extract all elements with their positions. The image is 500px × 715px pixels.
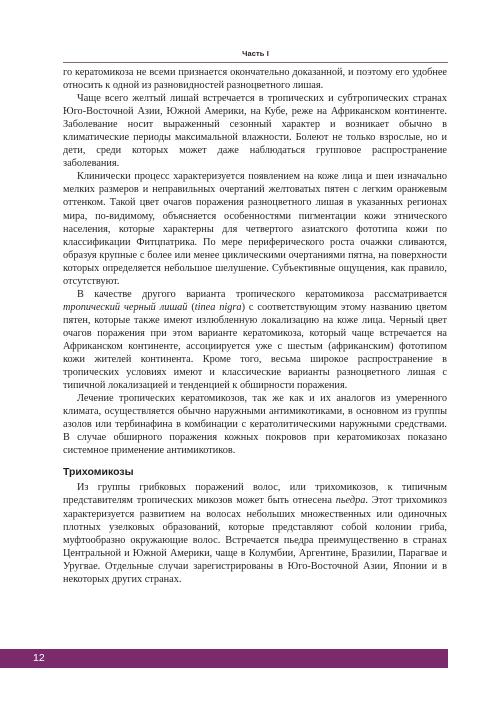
running-header: Часть I — [242, 49, 269, 58]
paragraph: Чаще всего желтый лишай встречается в тропических и субтропических странах Юго-Восточной Азии, Южной Америки, на Кубе, реже на Африканском континенте. Заболевание носит выраженный сезонный характер и возникает обычно в климатические периоды максимальной влажности. Болеют не только взрослые, но и дети, среди которых может даже наблюдаться групповое распространение заболевания. — [63, 93, 447, 170]
term-italic: пьедра — [335, 495, 366, 507]
paragraph-piedra — [63, 481, 447, 585]
term-italic: тропический черный лишай — [63, 301, 188, 313]
section-heading: Трихомикозы — [63, 466, 134, 479]
page-number: 12 — [33, 652, 45, 664]
text-run: с соответствующим этому названию цветом пятен, которые также имеют излюбленную локализацию на коже лица. Черный цвет очагов поражения при этом варианте кератомикоза, который чаще встречается на Африканском континенте, ассоциируется уже с шестым (африканским) фототипом кожи жителей континента. Кроме того, весьма широкое распространение в тропических условиях имеют и классические варианты разноцветного лишая с типичной локализацией и тенденцией к обширности поражения. — [63, 301, 447, 392]
text-run: . Этот трихомикоз характеризуется развитием на волосах небольших множественных или одиночных плотных узелковых образований, которые представляют собой колонии гриба, муфтообразно окружающие волос. Встречается пьедра преимущественно в странах Центральной и Южной Америки, чаще в Колумбии, Аргентине, Бразилии, Парагвае и Уругвае. Отдельные случаи зарегистрированы в Юго-Восточной Азии, Японии и в некоторых других странах. — [63, 495, 447, 585]
header-rule — [63, 62, 448, 63]
paragraph-black-lichen: В качестве другого варианта тропического кератомикоза рассматривается тропический черный лишай (tinea nigra) с соответствующим этому названию цветом пятен, которые также имеют излюбленную локализацию на коже лица. Черный цвет очагов поражения при этом варианте кератомикоза, который чаще встречается на Африканском континенте, ассоциируется уже с шестым (африканским) фототипом кожи жителей континента. Кроме того, весьма широкое распространение в тропических условиях имеют и классические варианты разноцветного лишая с типичной локализацией и тенденцией к обширности поражения. — [63, 288, 447, 392]
footer-bar — [0, 649, 448, 668]
paragraph: Лечение тропических кератомикозов, так же как и их аналогов из умеренного климата, осуществляется обычно наружными антимикотиками, в основном из группы азолов или тербинафина в комбинации с кератолитическими наружными средствами. В случае обширного поражения кожных покровов при кератомикозах показано системное применение антимикотиков. — [63, 393, 447, 457]
body-text — [63, 66, 447, 586]
term-latin: tinea nigra — [194, 301, 242, 313]
paragraph: Клинически процесс характеризуется появлением на коже лица и шеи изначально мелких размеров и неправильных очертаний желтоватых пятен с легким оранжевым оттенком. Такой цвет очагов поражения разноцветного лишая в указанных регионах мира, по-видимому, объясняется особенностями пигментации кожи этнического населения, которые характерны для четвертого азиатского фототипа кожи по классификации Фитцпатрика. По мере периферического роста очажки сливаются, образуя крупные с более или менее циклическими очертаниями пятна, на поверхности которых определяется небольшое шелушение. Субъективные ощущения, как правило, отсутствуют. — [63, 171, 447, 287]
text-run: В качестве другого варианта тропического кератомикоза рассматривается — [77, 288, 447, 300]
text-run: Из группы грибковых поражений волос, или трихомикозов, к типичным представителям тропических микозов может быть отнесена — [63, 482, 447, 507]
paragraph: го кератомикоза не всеми признается окончательно доказанной, и поэтому его удобнее относить к одной из разновидностей разноцветного лишая. — [63, 67, 447, 92]
